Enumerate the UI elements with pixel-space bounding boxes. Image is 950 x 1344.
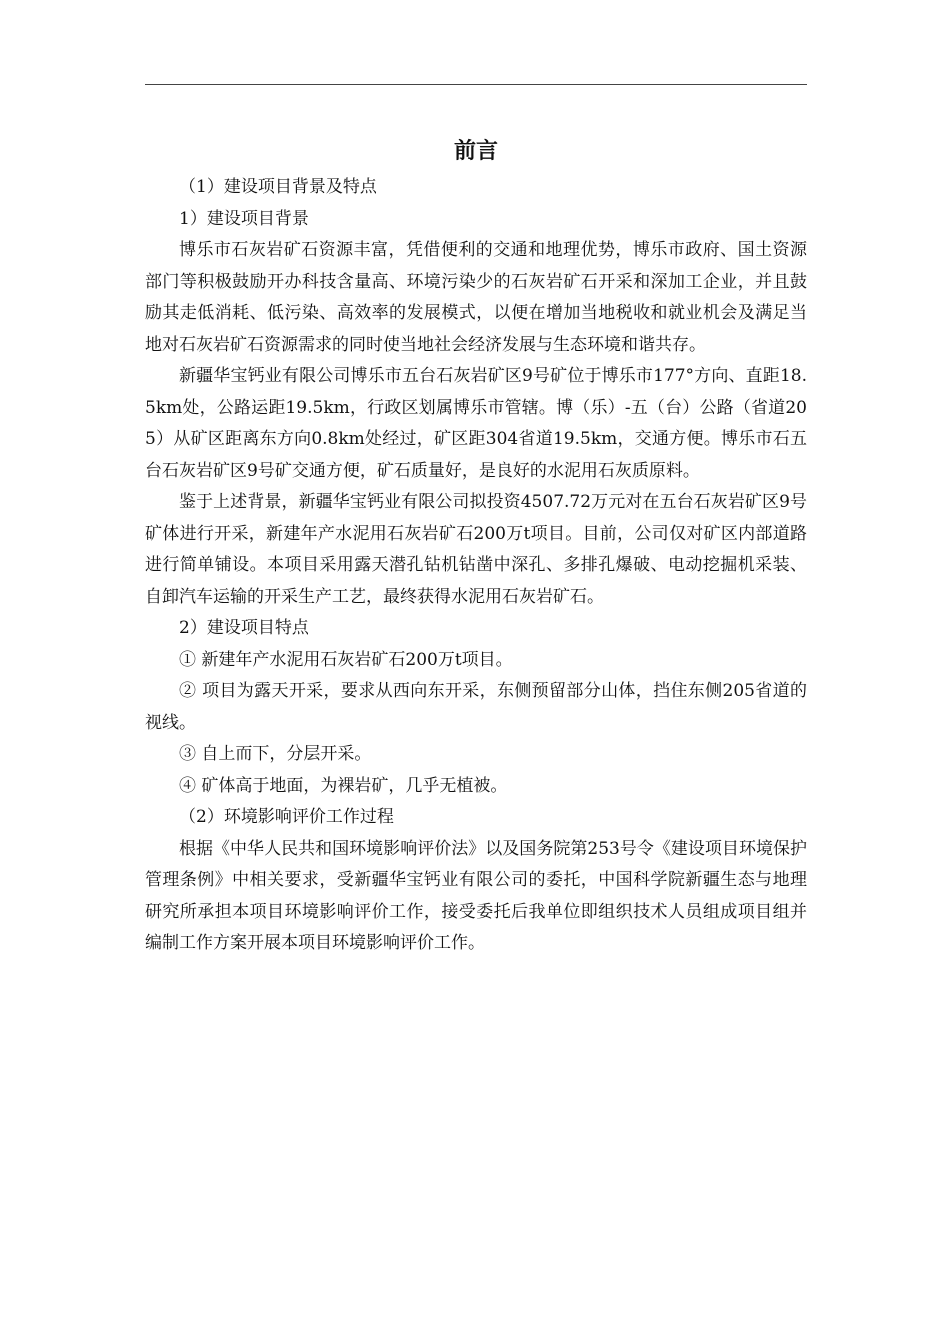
section-heading-process: （2）环境影响评价工作过程 bbox=[179, 807, 394, 827]
feature-item-1: ① 新建年产水泥用石灰岩矿石200万t项目。 bbox=[179, 649, 513, 670]
section-heading-background: （1）建设项目背景及特点 bbox=[179, 177, 377, 197]
paragraph-resources: 博乐市石灰岩矿石资源丰富，凭借便利的交通和地理优势，博乐市政府、国土资源部门等积极鼓励开办科技含量高、环境污染少的石灰岩矿石开采和深加工企业，并且鼓励其走低消耗、低污染、高效率的发展模式，以便在增加当地税收和就业机会及满足当地对石灰岩矿石资源需求的同时使当地社会经济发展与生态环境和谐共存。 bbox=[145, 240, 807, 355]
header-divider bbox=[145, 84, 807, 85]
feature-item-2: ② 项目为露天开采，要求从西向东开采，东侧预留部分山体，挡住东侧205省道的视线。 bbox=[145, 681, 807, 733]
feature-item-4: ④ 矿体高于地面，为裸岩矿，几乎无植被。 bbox=[179, 775, 508, 796]
page-title: 前言 bbox=[453, 139, 498, 164]
paragraph-investment: 鉴于上述背景，新疆华宝钙业有限公司拟投资4507.72万元对在五台石灰岩矿区9号矿体进行开采，新建年产水泥用石灰岩矿石200万t项目。目前，公司仅对矿区内部道路进行简单铺设。本项目采用露天潜孔钻机钻凿中深孔、多排孔爆破、电动挖掘机采装、自卸汽车运输的开采生产工艺，最终获得水泥用石灰岩矿石。 bbox=[145, 492, 807, 607]
document-body bbox=[145, 172, 807, 960]
paragraph-location: 新疆华宝钙业有限公司博乐市五台石灰岩矿区9号矿位于博乐市177°方向、直距18.5km处，公路运距19.5km，行政区划属博乐市管辖。博（乐）-五（台）公路（省道205）从矿区距离东方向0.8km处经过，矿区距304省道19.5km，交通方便。博乐市石五台石灰岩矿区9号矿交通方便，矿石质量好，是良好的水泥用石灰质原料。 bbox=[145, 366, 807, 481]
subsection-heading-background: 1）建设项目背景 bbox=[179, 208, 309, 229]
paragraph-process: 根据《中华人民共和国环境影响评价法》以及国务院第253号令《建设项目环境保护管理条例》中相关要求，受新疆华宝钙业有限公司的委托，中国科学院新疆生态与地理研究所承担本项目环境影响评价工作，接受委托后我单位即组织技术人员组成项目组并编制工作方案开展本项目环境影响评价工作。 bbox=[145, 838, 807, 953]
subsection-heading-features: 2）建设项目特点 bbox=[179, 618, 309, 638]
feature-item-3: ③ 自上而下，分层开采。 bbox=[179, 744, 372, 764]
